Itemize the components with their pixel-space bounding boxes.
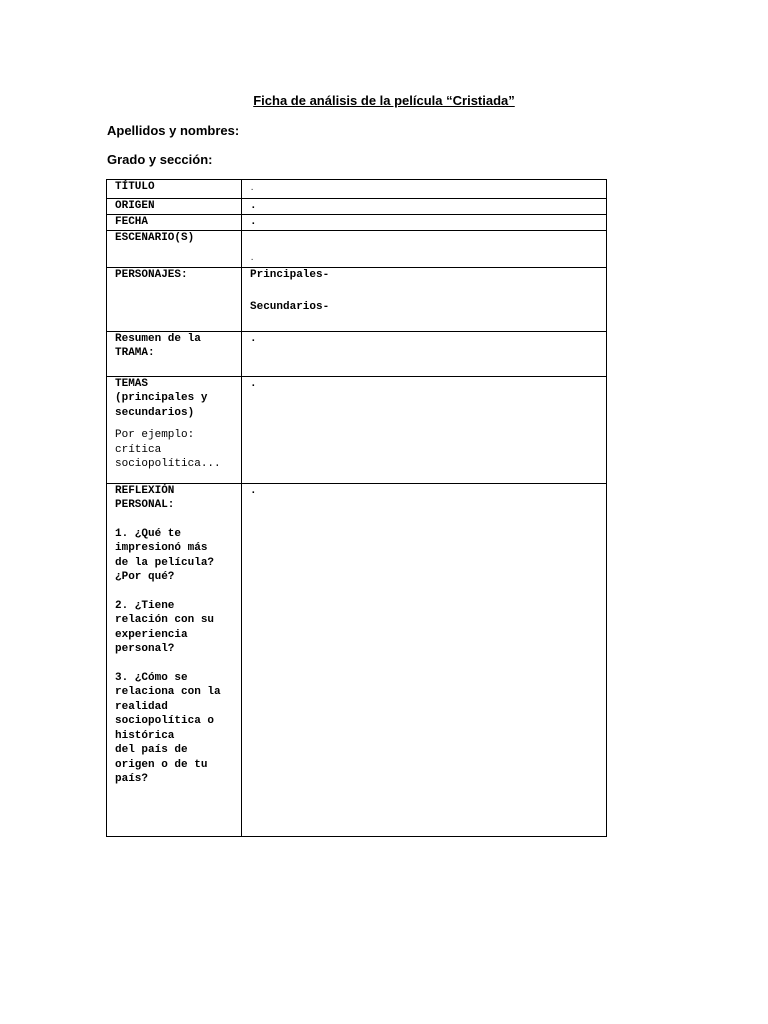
titulo-value[interactable]: .	[242, 180, 607, 199]
page-title: Ficha de análisis de la película “Cristiada”	[253, 93, 515, 108]
fecha-value[interactable]: .	[242, 215, 607, 231]
question-3: 3. ¿Cómo se	[115, 671, 188, 684]
temas-value[interactable]: .	[242, 376, 607, 483]
temas-example: Por ejemplo:	[115, 429, 195, 441]
personajes-value[interactable]	[242, 267, 607, 331]
table-row-reflexion	[107, 483, 607, 836]
secundarios-label: Secundarios-	[250, 301, 330, 313]
escenario-label: ESCENARIO(S)	[107, 231, 242, 268]
temas-label: TEMAS (principales y secundarios) Por ejemplo: crítica sociopolítica...	[107, 376, 242, 483]
table-row-origen	[107, 199, 607, 215]
table-row-escenario	[107, 231, 607, 268]
reflexion-value[interactable]: .	[242, 483, 607, 836]
escenario-value[interactable]: .	[242, 231, 607, 268]
analysis-table	[106, 179, 607, 837]
origen-value[interactable]: .	[242, 199, 607, 215]
table-row-titulo	[107, 180, 607, 199]
origen-label: ORIGEN	[107, 199, 242, 215]
grade-label: Grado y sección:	[107, 152, 213, 167]
personajes-label: PERSONAJES:	[107, 267, 242, 331]
table-row-personajes	[107, 267, 607, 331]
table-row-temas	[107, 376, 607, 483]
names-label: Apellidos y nombres:	[107, 123, 240, 138]
fecha-label: FECHA	[107, 215, 242, 231]
reflexion-label: REFLEXIÓN PERSONAL: 1. ¿Qué te impresionó más de la película? ¿Por qué? 2. ¿Tiene relación con su experiencia personal? 3. ¿Cómo se relaciona con la realidad sociopolítica o histórica del país de origen o de tu país?	[107, 483, 242, 836]
question-1: 1. ¿Qué te	[115, 527, 182, 540]
resumen-label: Resumen de la TRAMA:	[107, 331, 242, 376]
principales-label: Principales-	[250, 268, 330, 281]
table-row-fecha	[107, 215, 607, 231]
table-row-resumen	[107, 331, 607, 376]
titulo-label: TÍTULO	[107, 180, 242, 199]
question-2: 2. ¿Tiene	[115, 599, 175, 612]
resumen-value[interactable]: .	[242, 331, 607, 376]
